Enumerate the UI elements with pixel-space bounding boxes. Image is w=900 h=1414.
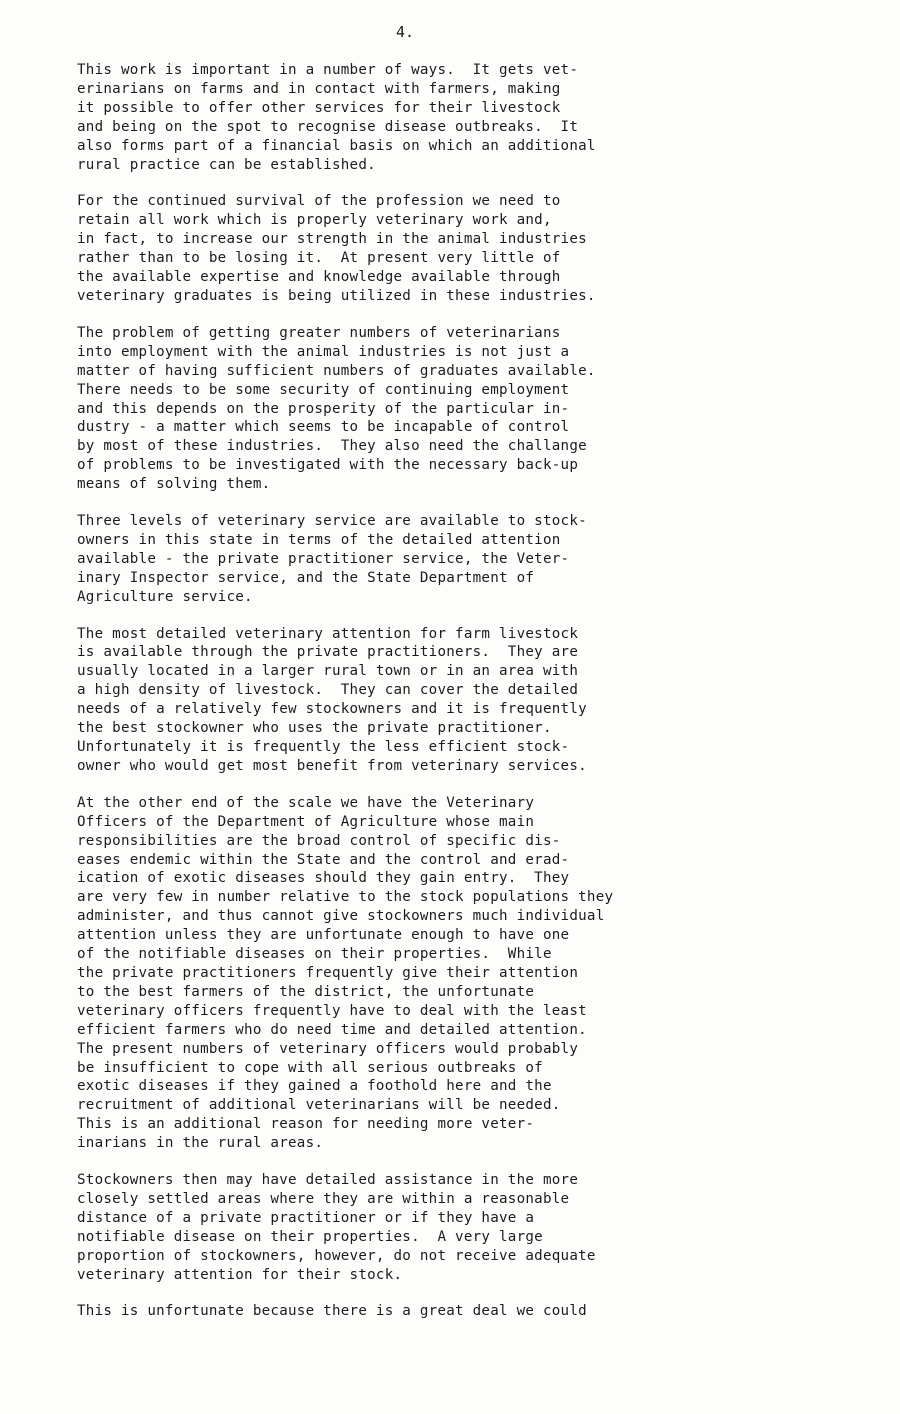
text-line: by most of these industries. They also need the challange bbox=[77, 438, 587, 455]
text-line: Agriculture service. bbox=[77, 588, 253, 605]
text-line: and this depends on the prosperity of the particular in- bbox=[77, 400, 570, 417]
text-line: Unfortunately it is frequently the less efficient stock- bbox=[77, 739, 570, 755]
paragraph bbox=[77, 192, 807, 305]
text-line: ication of exotic diseases should they gain entry. They bbox=[77, 870, 570, 887]
text-line: administer, and thus cannot give stockowners much individual bbox=[77, 908, 605, 925]
paragraph bbox=[77, 61, 807, 174]
text-line: also forms part of a financial basis on which an additional bbox=[77, 137, 596, 154]
text-line: it possible to offer other services for their livestock bbox=[77, 99, 561, 116]
text-line: the available expertise and knowledge available through bbox=[77, 269, 561, 286]
paragraph bbox=[77, 512, 807, 607]
text-line: rather than to be losing it. At present very little of bbox=[77, 250, 561, 267]
text-line: This is an additional reason for needing more veter- bbox=[77, 1116, 535, 1133]
text-line: retain all work which is properly veterinary work and, bbox=[77, 212, 552, 229]
text-line: The most detailed veterinary attention for farm livestock bbox=[77, 625, 579, 642]
text-line: into employment with the animal industries is not just a bbox=[77, 343, 570, 360]
text-line: Stockowners then may have detailed assistance in the more bbox=[77, 1172, 579, 1189]
text-line: in fact, to increase our strength in the animal industries bbox=[77, 231, 587, 248]
paragraph bbox=[77, 324, 807, 494]
text-line: notifiable disease on their properties. A very large bbox=[77, 1228, 543, 1245]
text-line: veterinary attention for their stock. bbox=[77, 1266, 403, 1283]
text-line: rural practice can be established. bbox=[77, 156, 376, 173]
text-line: exotic diseases if they gained a foothold here and the bbox=[77, 1078, 552, 1095]
text-line: to the best farmers of the district, the unfortunate bbox=[77, 983, 535, 1000]
text-line: recruitment of additional veterinarians will be needed. bbox=[77, 1097, 561, 1114]
text-line: proportion of stockowners, however, do not receive adequate bbox=[77, 1247, 596, 1264]
paragraph bbox=[77, 1171, 807, 1284]
text-line: dustry - a matter which seems to be incapable of control bbox=[77, 419, 570, 436]
text-line: inary Inspector service, and the State Department of bbox=[77, 569, 535, 586]
text-line: is available through the private practitioners. They are bbox=[77, 644, 579, 661]
text-line: The present numbers of veterinary officers would probably bbox=[77, 1040, 579, 1057]
text-line: owners in this state in terms of the detailed attention bbox=[77, 531, 561, 548]
text-line: closely settled areas where they are within a reasonable bbox=[77, 1190, 570, 1207]
text-line: veterinary officers frequently have to deal with the least bbox=[77, 1002, 587, 1019]
text-line: be insufficient to cope with all serious outbreaks of bbox=[77, 1059, 543, 1076]
text-line: eases endemic within the State and the control and erad- bbox=[77, 851, 570, 868]
page-number: 4. bbox=[396, 23, 415, 41]
text-line: means of solving them. bbox=[77, 476, 271, 493]
text-line: a high density of livestock. They can cover the detailed bbox=[77, 682, 579, 699]
text-line: available - the private practitioner service, the Veter- bbox=[77, 550, 570, 567]
text-line: This is unfortunate because there is a great deal we could bbox=[77, 1303, 587, 1320]
text-line: efficient farmers who do need time and detailed attention. bbox=[77, 1021, 587, 1038]
text-line: of the notifiable diseases on their properties. While bbox=[77, 946, 552, 963]
text-line: the best stockowner who uses the private practitioner. bbox=[77, 720, 552, 737]
text-line: inarians in the rural areas. bbox=[77, 1135, 324, 1152]
text-line: of problems to be investigated with the necessary back-up bbox=[77, 457, 579, 474]
paragraph bbox=[77, 794, 807, 1153]
text-line: needs of a relatively few stockowners and it is frequently bbox=[77, 701, 587, 718]
text-line: matter of having sufficient numbers of graduates available. bbox=[77, 362, 596, 379]
text-line: At the other end of the scale we have the Veterinary bbox=[77, 794, 535, 811]
text-line: are very few in number relative to the stock populations they bbox=[77, 889, 614, 906]
text-line: and being on the spot to recognise disease outbreaks. It bbox=[77, 118, 579, 135]
paragraph bbox=[77, 625, 807, 776]
text-line: owner who would get most benefit from veterinary services. bbox=[77, 757, 587, 774]
text-line: erinarians on farms and in contact with farmers, making bbox=[77, 80, 561, 97]
text-line: usually located in a larger rural town or in an area with bbox=[77, 663, 579, 680]
text-line: the private practitioners frequently give their attention bbox=[77, 964, 579, 981]
text-line: Three levels of veterinary service are available to stock- bbox=[77, 513, 587, 530]
text-line: The problem of getting greater numbers of veterinarians bbox=[77, 324, 561, 341]
text-line: This work is important in a number of ways. It gets vet- bbox=[77, 62, 579, 78]
document-body bbox=[77, 61, 807, 1339]
text-line: For the continued survival of the profession we need to bbox=[77, 193, 561, 210]
text-line: Officers of the Department of Agriculture whose main bbox=[77, 813, 535, 830]
text-line: attention unless they are unfortunate enough to have one bbox=[77, 927, 570, 944]
paragraph bbox=[77, 1302, 807, 1321]
text-line: veterinary graduates is being utilized in these industries. bbox=[77, 287, 596, 304]
text-line: distance of a private practitioner or if they have a bbox=[77, 1209, 535, 1226]
text-line: There needs to be some security of continuing employment bbox=[77, 381, 570, 398]
text-line: responsibilities are the broad control of specific dis- bbox=[77, 832, 561, 849]
